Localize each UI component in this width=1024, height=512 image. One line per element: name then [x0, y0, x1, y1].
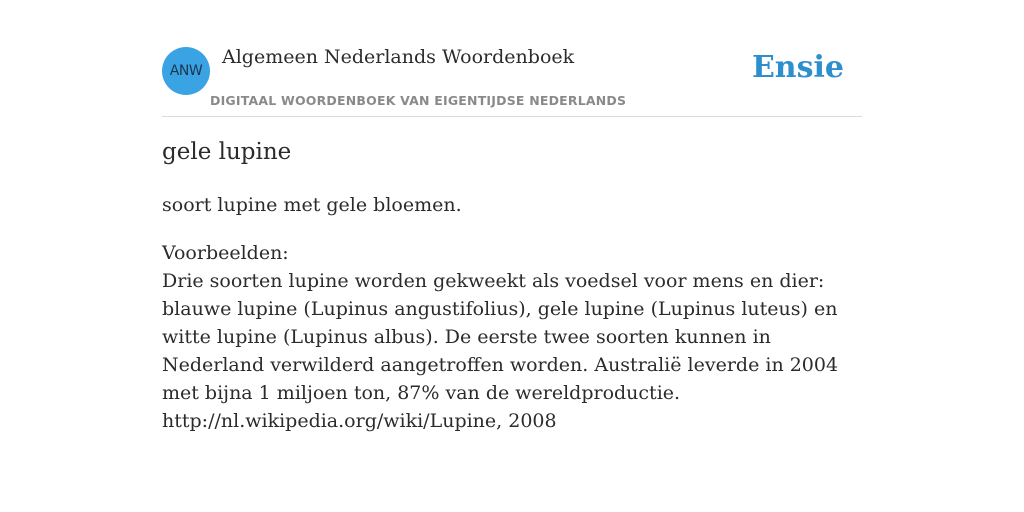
examples-section — [162, 239, 862, 435]
site-header — [162, 46, 862, 117]
examples-label: Voorbeelden: — [162, 242, 289, 264]
example-text: Drie soorten lupine worden gekweekt als voedsel voor mens en dier: blauwe lupine (Lupinus angustifolius), gele lupine (Lupinus luteus) en witte lupine (Lupinus albus). De eerste twee soorten kunnen in Nederland verwilderd aangetroffen worden. Australië leverde in 2004 met bijna 1 miljoen ton, 87% van de wereldproductie. — [162, 270, 839, 404]
entry-title: gele lupine — [162, 139, 292, 165]
ensie-logo[interactable]: Ensie — [751, 50, 844, 85]
example-source: http://nl.wikipedia.org/wiki/Lupine, 2008 — [162, 410, 557, 432]
entry-definition: soort lupine met gele bloemen. — [162, 194, 462, 216]
anw-logo[interactable]: ANW — [162, 47, 210, 95]
site-title[interactable]: Algemeen Nederlands Woordenboek — [222, 46, 575, 68]
site-subtitle: DIGITAAL WOORDENBOEK VAN EIGENTIJDSE NEDERLANDS — [210, 93, 627, 108]
